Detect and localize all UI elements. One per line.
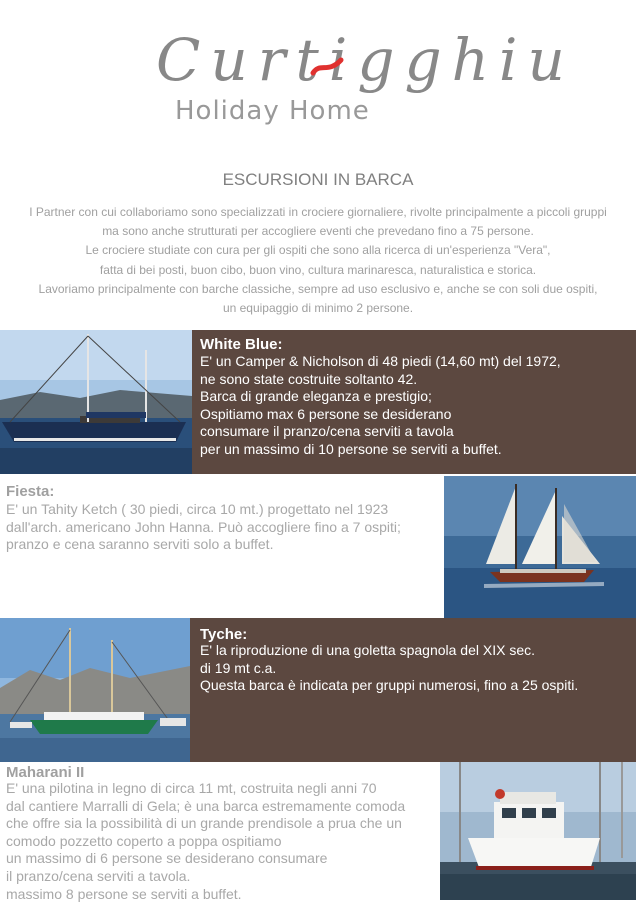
description-line: pranzo e cena saranno serviti solo a buffet. <box>6 536 274 553</box>
boat-name-white-blue: White Blue: <box>200 336 283 353</box>
intro-line: I Partner con cui collaboriamo sono specializzati in crociere giornaliere, rivolte principalmente a piccoli gruppi <box>29 205 607 219</box>
intro-line: Lavoriamo principalmente con barche classiche, sempre ad uso esclusivo e, anche se con soli due ospiti, <box>38 281 598 296</box>
description-line: dal cantiere Marralli di Gela; è una barca estremamente comoda <box>6 797 406 814</box>
boat-name-maharani: Maharani II <box>6 764 85 781</box>
description-line: che offre sia la possibilità di un grande prendisole a prua che un <box>6 815 402 832</box>
description-line: dall'arch. americano John Hanna. Può accogliere fino a 7 ospiti; <box>6 518 401 535</box>
intro-text <box>0 203 636 318</box>
description-line: ne sono state costruite soltanto 42. <box>200 370 418 387</box>
boat-photo-maharani <box>440 762 636 900</box>
boat-photo-tyche <box>0 618 190 762</box>
description-line: E' un Tahity Ketch ( 30 piedi, circa 10 mt.) progettato nel 1923 <box>6 501 389 517</box>
intro-line: un equipaggio di minimo 2 persone. <box>222 301 414 316</box>
boat-section-tyche <box>0 618 636 762</box>
boat-name-fiesta: Fiesta: <box>6 483 55 500</box>
intro-line: fatta di bei posti, buon cibo, buon vino, cultura marinaresca, naturalistica e storica. <box>99 262 537 277</box>
logo-subtitle: Holiday Home <box>175 96 370 126</box>
description-line: di 19 mt c.a. <box>200 659 277 676</box>
boat-description-white-blue <box>200 353 561 459</box>
boat-name-tyche: Tyche: <box>200 626 248 643</box>
boat-section-white-blue <box>0 330 636 474</box>
page-title: ESCURSIONI IN BARCA <box>222 170 414 189</box>
boat-description-maharani <box>6 780 405 903</box>
description-line: consumare il pranzo/cena serviti a tavola <box>200 423 454 440</box>
description-line: E' una pilotina in legno di circa 11 mt, costruita negli anni 70 <box>6 780 377 796</box>
intro-line: Le crociere studiate con cura per gli ospiti che sono alla ricerca di un'esperienza "Vera", <box>85 243 551 258</box>
description-line: E' un Camper & Nicholson di 48 piedi (14,60 mt) del 1972, <box>200 353 561 369</box>
boat-photo-white-blue <box>0 330 192 474</box>
intro-line: ma sono anche strutturati per accogliere eventi che prevedano fino a 75 persone. <box>102 224 534 239</box>
description-line: il pranzo/cena serviti a tavola. <box>6 867 191 884</box>
boat-section-fiesta <box>0 474 636 618</box>
description-line: Ospitiamo max 6 persone se desiderano <box>200 405 452 422</box>
description-line: per un massimo di 10 persone se serviti a buffet. <box>200 440 502 457</box>
description-line: Barca di grande eleganza e prestigio; <box>200 388 432 405</box>
boat-photo-fiesta <box>444 476 636 618</box>
boat-section-maharani <box>0 762 636 900</box>
description-line: massimo 8 persone se serviti a buffet. <box>6 885 242 902</box>
description-line: comodo pozzetto coperto a poppa ospitiamo <box>6 832 282 849</box>
logo <box>150 26 575 140</box>
description-line: un massimo di 6 persone se desiderano consumare <box>6 850 328 867</box>
logo-script: Curtigghiu <box>156 26 575 94</box>
description-line: Questa barca è indicata per gruppi numerosi, fino a 25 ospiti. <box>200 677 579 694</box>
boat-description-tyche <box>200 642 578 695</box>
logo-swoosh-icon <box>310 56 344 78</box>
description-line: E' la riproduzione di una goletta spagnola del XIX sec. <box>200 642 536 658</box>
boat-description-fiesta <box>6 501 401 554</box>
